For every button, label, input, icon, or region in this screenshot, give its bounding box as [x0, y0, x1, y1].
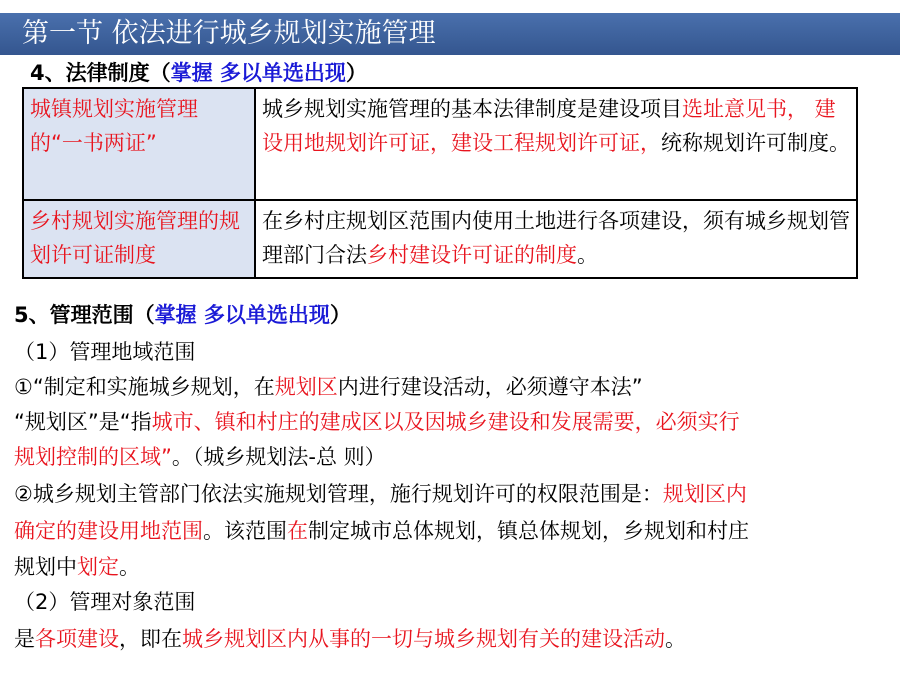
paragraph-2-line-2 [14, 444, 386, 470]
table-row-label: 城镇规划实施管理的“一书两证” [23, 88, 255, 200]
table-row-label: 乡村规划实施管理的规划许可证制度 [23, 200, 255, 278]
paragraph-2-line-1 [14, 409, 740, 435]
text-run: “规划区”是“指 [14, 410, 152, 434]
paragraph-4 [14, 626, 686, 652]
paren-open: （ [133, 303, 155, 327]
text-run: 内进行建设活动，必须遵守本法” [337, 375, 643, 399]
paren-open: （ [149, 61, 171, 85]
section-4-heading-text: 4、法律制度 [30, 61, 150, 85]
row-text: 统称规划许可制度。 [661, 131, 850, 155]
row-text-highlight: 选址意见书， 建设用地规划许可证，建设工程规划许可证， [262, 97, 836, 155]
table-row [23, 88, 857, 200]
text-run: 。该范围 [203, 519, 287, 543]
text-run-highlight: 划定 [77, 555, 119, 579]
paren-close: ） [329, 303, 351, 327]
law-system-table [22, 87, 858, 279]
table-row-content [255, 200, 857, 278]
paragraph-3-line-2 [14, 518, 749, 544]
sub-heading-2: （2）管理对象范围 [14, 590, 196, 614]
text-run: ①“制定和实施城乡规划，在 [14, 375, 275, 399]
text-run-highlight: 规划区 [274, 375, 338, 399]
text-run: 规划中 [14, 555, 77, 579]
text-run: 。 [665, 627, 686, 651]
paragraph-1 [14, 374, 643, 400]
section-5-heading [14, 302, 351, 328]
row-text-highlight: 乡村建设许可证的制度 [367, 243, 577, 267]
section-4-heading [30, 60, 367, 86]
text-run-highlight: 确定的建设用地范围 [14, 519, 203, 543]
text-run: ②城乡规划主管部门依法实施规划管理，施行规划许可的权限范围是： [14, 482, 663, 506]
table-row-content [255, 88, 857, 200]
paragraph-3-line-1 [14, 481, 747, 507]
text-run: 是 [14, 627, 35, 651]
text-run-highlight: 规划区内 [662, 482, 747, 506]
text-run-highlight: 规划控制的区域” [14, 445, 172, 469]
text-run: 制定城市总体规划，镇总体规划，乡规划和村庄 [308, 519, 749, 543]
row-text: 在乡村庄规划区范围内使用土地进行各项建设，须有城乡规划管理部门合法 [262, 209, 850, 267]
text-run-highlight: 城市、镇和村庄的建成区以及因城乡建设和发展需要，必须实行 [151, 410, 740, 434]
section-5-note: 掌握 多以单选出现 [154, 303, 330, 327]
paragraph-3-line-3 [14, 554, 140, 580]
text-run-highlight: 城乡规划区内从事的一切与城乡规划有关的建设活动 [182, 627, 665, 651]
text-run: 。（城乡规划法-总 则） [171, 445, 386, 469]
text-run: 。 [119, 555, 140, 579]
paren-close: ） [345, 61, 367, 85]
text-run-highlight: 各项建设 [35, 627, 119, 651]
text-run: ，即在 [119, 627, 182, 651]
sub-heading-1: （1）管理地域范围 [14, 340, 196, 364]
section-4-note: 掌握 多以单选出现 [170, 61, 346, 85]
section-5-heading-text: 5、管理范围 [14, 303, 134, 327]
page-title: 第一节 依法进行城乡规划实施管理 [22, 18, 436, 49]
row-text: 。 [577, 243, 598, 267]
row-text: 城乡规划实施管理的基本法律制度是建设项目 [262, 97, 682, 121]
table-row [23, 200, 857, 278]
text-run-highlight: 在 [287, 519, 308, 543]
